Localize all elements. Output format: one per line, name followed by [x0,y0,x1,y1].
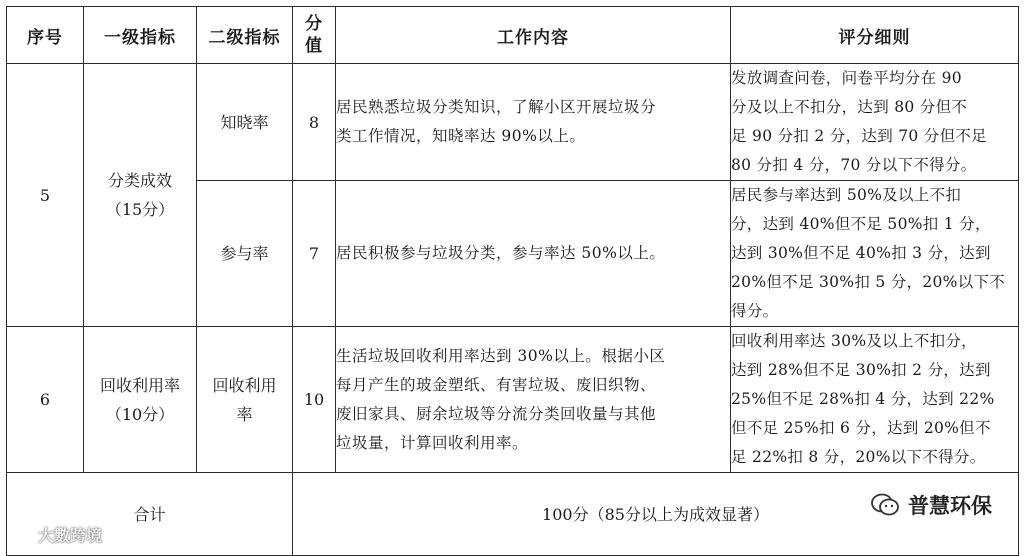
header-rules: 评分细则 [731,7,1019,64]
header-content: 工作内容 [336,7,731,64]
rules-cell [731,64,1019,181]
level1-name: 分类成效 [107,171,172,190]
wechat-icon [870,492,900,518]
table-row [7,327,1019,473]
rules-line: 发放调查问卷，问卷平均分在 90 [731,69,962,87]
content-cell [336,327,731,473]
rules-line: 足 22%扣 8 分，20%以下不得分。 [731,448,986,466]
level1-cell [84,64,197,327]
content-line: 废旧家具、厨余垃圾等分流分类回收量与其他 [336,404,657,423]
content-cell [336,181,731,327]
rules-line: 20%但不足 30%扣 5 分，20%以下不 [731,273,1006,291]
header-score-line: 分 [305,14,323,34]
watermark-account-right [870,490,992,520]
rules-line: 分及以上不扣分，达到 80 分但不 [731,98,968,116]
content-line: 居民熟悉垃圾分类知识，了解小区开展垃圾分 [336,98,657,116]
rules-line: 回收利用率达 30%及以上不扣分， [731,332,977,350]
content-line: 居民积极参与垃圾分类，参与率达 50%以上。 [336,244,666,262]
row-number: 6 [7,327,84,473]
header-row [7,7,1019,64]
level1-name: 回收利用率 [99,375,180,395]
content-line: 垃圾量，计算回收利用率。 [336,433,529,452]
watermark-left-text: 大數跨境 [38,526,103,545]
total-row [7,473,1019,556]
level2-line: 回收利用 [212,375,277,395]
row-number: 5 [7,64,84,327]
content-line: 类工作情况，知晓率达 90%以上。 [336,127,586,145]
rules-line: 达到 28%但不足 30%扣 2 分，达到 [731,361,991,379]
rules-line: 分，达到 40%但不足 50%扣 1 分， [731,215,991,233]
content-cell [336,64,731,181]
rules-line: 达到 30%但不足 40%扣 3 分，达到 [731,244,991,262]
header-number: 序号 [7,7,84,64]
score-cell: 7 [293,181,336,327]
watermark-badge-icon [8,525,34,545]
content-line: 生活垃圾回收利用率达到 30%以上。根据小区 [336,346,666,365]
total-label: 合计 [7,473,293,556]
level2-cell: 参与率 [197,181,293,327]
rules-line: 足 90 分扣 2 分，达到 70 分但不足 [731,127,987,145]
rules-cell [731,327,1019,473]
level1-points: （15分） [105,200,175,219]
header-level1: 一级指标 [84,7,197,64]
level2-cell: 知晓率 [197,64,293,181]
watermark-logo-left [8,523,102,546]
total-value: 100分（85分以上为成效显著） [293,473,1019,556]
rules-line: 但不足 25%扣 6 分，达到 20%但不 [731,419,991,437]
level2-cell [197,327,293,473]
header-level2: 二级指标 [197,7,293,64]
rules-line: 得分。 [731,302,779,320]
rules-cell [731,181,1019,327]
level1-points: （10分） [105,404,175,424]
watermark-right-text: 普慧环保 [908,494,992,518]
table-row [7,64,1019,181]
evaluation-table [6,6,1019,556]
level2-line: 率 [236,404,253,424]
rules-line: 80 分扣 4 分，70 分以下不得分。 [731,156,977,174]
rules-line: 居民参与率达到 50%及以上不扣 [731,186,962,204]
level1-cell [84,327,197,473]
rules-line: 25%但不足 28%扣 4 分，达到 22% [731,390,995,408]
header-score-line: 值 [305,36,323,56]
score-cell: 8 [293,64,336,181]
content-line: 每月产生的玻金塑纸、有害垃圾、废旧织物、 [336,375,657,394]
score-cell: 10 [293,327,336,473]
header-score [293,7,336,64]
